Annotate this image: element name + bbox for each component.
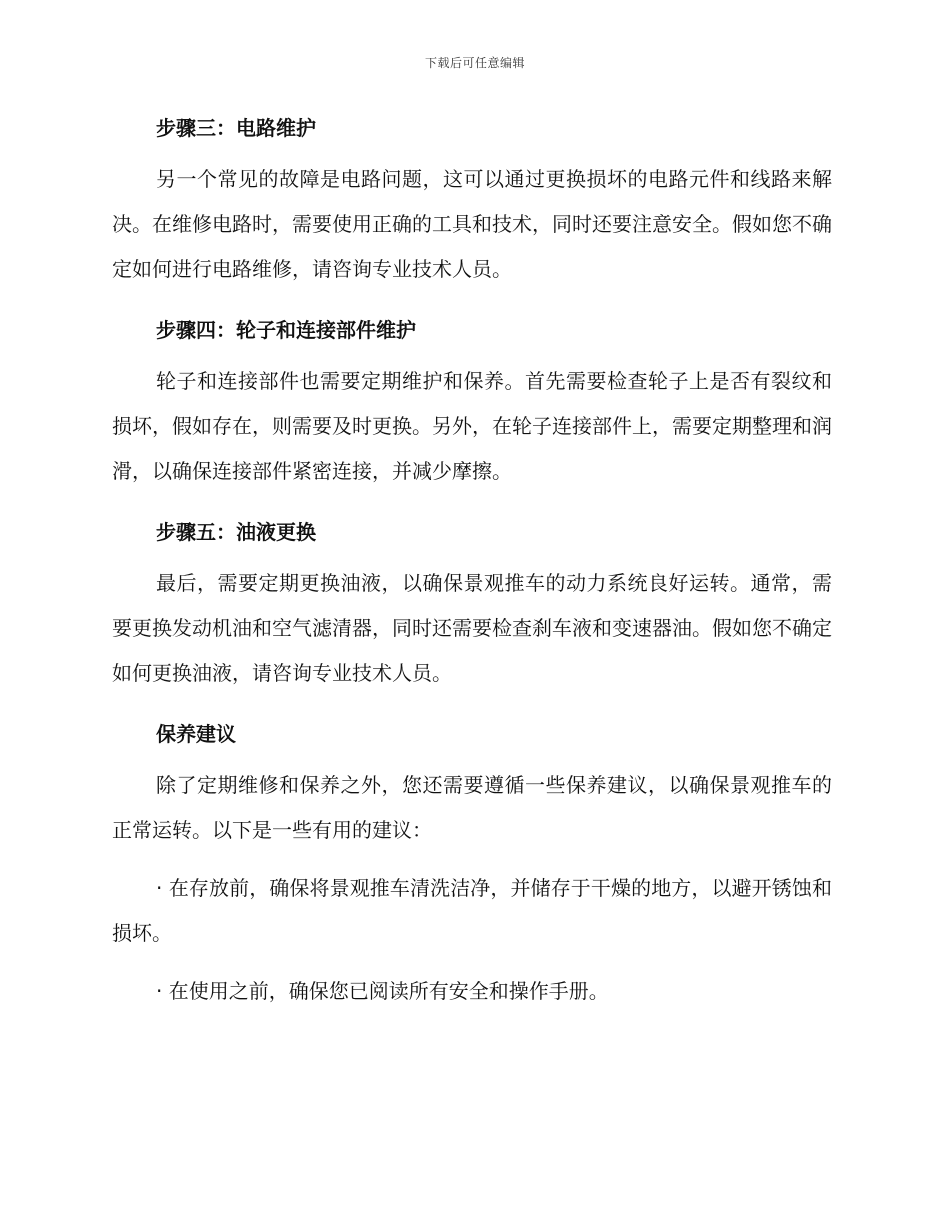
advice-intro: 除了定期维修和保养之外，您还需要遵循一些保养建议，以确保景观推车的正常运转。以下是一些有用的建议： (112, 773, 832, 842)
section-heading-step3: 步骤三：电路维护 (156, 116, 316, 140)
section-heading-step5: 步骤五：油液更换 (156, 520, 316, 544)
section-heading-step4: 步骤四：轮子和连接部件维护 (156, 318, 416, 342)
section-body-step5: 最后，需要定期更换油液，以确保景观推车的动力系统良好运转。通常，需要更换发动机油和空气滤清器，同时还需要检查刹车液和变速器油。假如您不确定如何更换油液，请咨询专业技术人员。 (112, 571, 832, 685)
section-body-step4: 轮子和连接部件也需要定期维护和保养。首先需要检查轮子上是否有裂纹和损坏，假如存在，则需要及时更换。另外，在轮子连接部件上，需要定期整理和润滑，以确保连接部件紧密连接，并减少摩擦。 (112, 369, 832, 483)
section-heading-advice: 保养建议 (156, 722, 236, 746)
section-body-step3: 另一个常见的故障是电路问题，这可以通过更换损坏的电路元件和线路来解决。在维修电路时，需要使用正确的工具和技术，同时还要注意安全。假如您不确定如何进行电路维修，请咨询专业技术人员。 (112, 167, 832, 281)
advice-list-item: · 在使用之前，确保您已阅读所有安全和操作手册。 (156, 979, 609, 1003)
advice-list-item: · 在存放前，确保将景观推车清洗洁净，并储存于干燥的地方，以避开锈蚀和损坏。 (112, 876, 832, 945)
page-header: 下载后可任意编辑 (424, 56, 525, 70)
document-body (112, 112, 832, 1014)
